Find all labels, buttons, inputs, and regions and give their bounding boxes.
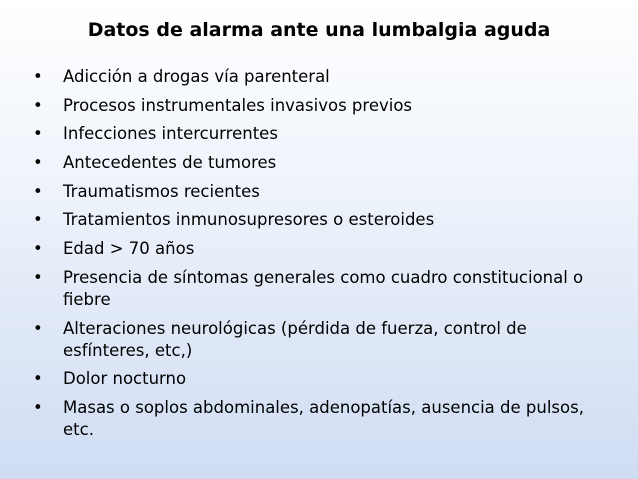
bullet-text: Adicción a drogas vía parenteral [63,67,330,86]
bullet-text: Traumatismos recientes [63,181,260,201]
bullet-dot-icon: • [33,95,43,115]
bullet-text: Dolor nocturno [63,369,187,389]
bullet-item [33,66,608,88]
bullet-text: Infecciones intercurrentes [63,124,278,144]
bullet-item [33,181,608,203]
bullet-text: Antecedentes de tumores [63,153,277,173]
bullet-text: Tratamientos inmunosupresores o esteroides [63,210,435,230]
bullet-text: Presencia de síntomas generales como cuadro constitucional o fiebre [63,267,584,309]
bullet-text: Edad > 70 años [63,239,195,259]
bullet-item [33,368,608,390]
bullet-dot-icon: • [33,210,43,230]
bullet-text: Procesos instrumentales invasivos previos [63,95,413,115]
bullet-dot-icon: • [33,239,43,259]
bullet-dot-icon: • [33,153,43,173]
bullet-item [33,267,608,311]
bullet-item [33,152,608,174]
bullet-dot-icon: • [33,397,43,417]
bullet-item [33,397,608,441]
bullet-text: Masas o soplos abdominales, adenopatías, ausencia de pulsos, etc. [63,397,584,439]
bullet-text: Alteraciones neurológicas (pérdida de fuerza, control de esfínteres, etc,) [63,318,527,360]
bullet-dot-icon: • [33,267,43,287]
bullet-item [33,123,608,145]
bullet-item [33,95,608,117]
bullet-item [33,238,608,260]
slide-title: Datos de alarma ante una lumbalgia aguda [87,19,551,41]
bullet-item [33,209,608,231]
bullet-dot-icon: • [33,181,43,201]
bullet-dot-icon: • [33,67,43,86]
bullet-dot-icon: • [33,318,43,338]
bullet-dot-icon: • [33,124,43,144]
bullet-item [33,318,608,362]
bullet-dot-icon: • [33,369,43,389]
bullet-list [33,66,608,448]
